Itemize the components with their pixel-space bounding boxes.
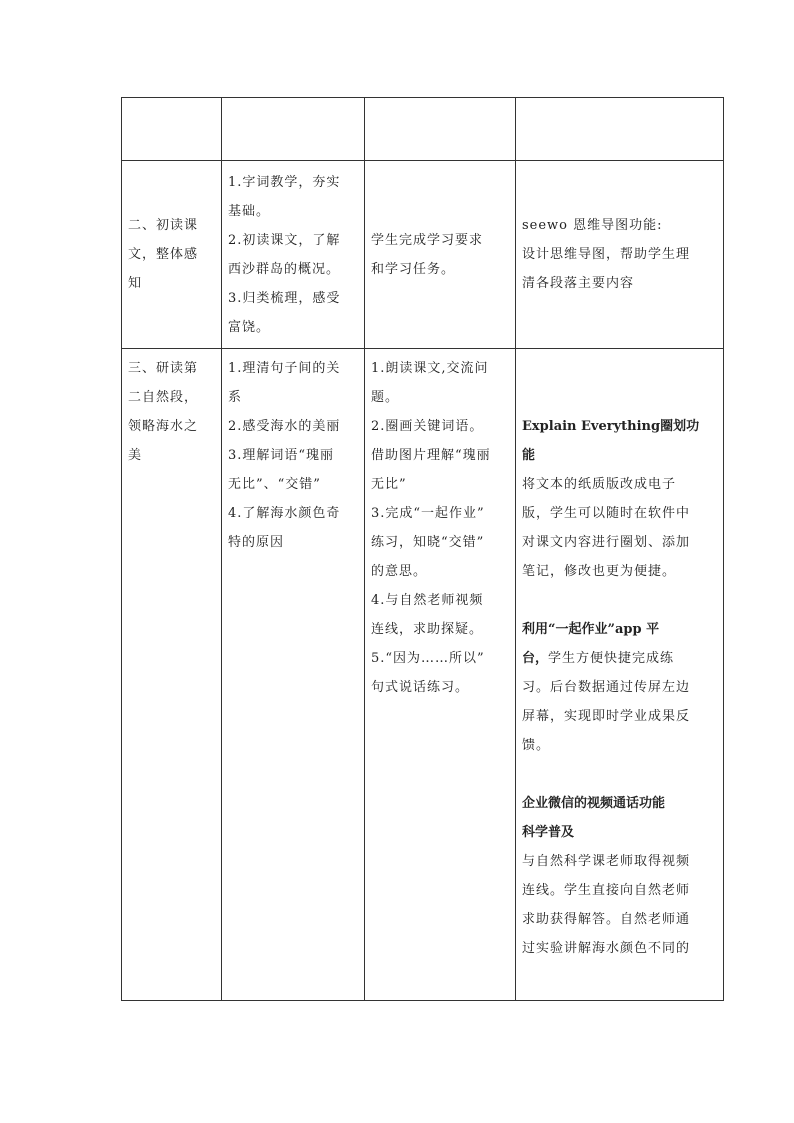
text-line: 题。 <box>371 390 400 405</box>
stage-cell <box>122 161 222 349</box>
text-line: 2.初读课文，了解 <box>228 232 341 248</box>
text-line: 1.字词教学，夯实 <box>228 174 341 190</box>
text-line: 3.归类梳理，感受 <box>228 290 341 306</box>
tech-cell <box>516 349 724 1001</box>
text-line: 设计思维导图，帮助学生理 <box>522 247 691 262</box>
text-line: 句式说话练习。 <box>371 680 470 695</box>
tech-title: 能 <box>522 448 536 463</box>
text-line: 无比”、“交错” <box>228 477 321 492</box>
text-line: 西沙群岛的概况。 <box>228 261 341 277</box>
text-line: 对课文内容进行圈划、添加 <box>522 535 691 550</box>
goals-cell <box>222 161 365 349</box>
tech-cell <box>516 161 724 349</box>
text-line: 基础。 <box>228 203 271 219</box>
text-line: 与自然科学课老师取得视频 <box>522 854 691 869</box>
table-row <box>122 161 724 349</box>
text-line: 知 <box>128 276 143 291</box>
tech-title: 台， <box>522 651 549 666</box>
text-line: 版，学生可以随时在软件中 <box>522 506 691 521</box>
text-line: 1.理清句子间的关 <box>228 361 341 376</box>
text-line: 二自然段， <box>128 390 199 405</box>
text-line: 和学习任务。 <box>371 261 456 277</box>
text-line: 3.完成“一起作业” <box>371 506 485 521</box>
text-line: 习。后台数据通过传屏左边 <box>522 680 691 695</box>
empty-cell <box>222 98 365 161</box>
text-line: 练习，知晓“交错” <box>371 535 485 550</box>
text-line: 4.了解海水颜色奇 <box>228 506 341 521</box>
text-line: 过实验讲解海水颜色不同的 <box>522 941 691 956</box>
text-line: 清各段落主要内容 <box>522 276 635 291</box>
table-row <box>122 349 724 1001</box>
text-line: 美 <box>128 448 143 463</box>
text-line: 将文本的纸质版改成电子 <box>522 477 677 492</box>
text-line: seewo 恩维导图功能: <box>522 218 663 233</box>
tech-title: 企业微信的视频通话功能 <box>522 796 666 811</box>
text-line: 2.圈画关键词语。 <box>371 419 484 434</box>
text-line: 求助获得解答。自然老师通 <box>522 912 691 927</box>
text-line: 连线，求助探疑。 <box>371 622 484 637</box>
empty-cell <box>516 98 724 161</box>
table-row <box>122 98 724 161</box>
text-line: 系 <box>228 390 243 405</box>
text-line: 特的原因 <box>228 535 285 550</box>
text-line: 连线。学生直接向自然老师 <box>522 883 691 898</box>
text-line: 富饶。 <box>228 319 271 335</box>
text-line: 笔记，修改也更为便捷。 <box>522 564 677 579</box>
text-line: 二、初读课 <box>128 218 199 233</box>
text-line: 馈。 <box>522 738 551 753</box>
text-line: 屏幕，实现即时学业成果反 <box>522 709 691 724</box>
text-line: 领略海水之 <box>128 419 199 434</box>
text-line: 1.朗读课文,交流问 <box>371 361 489 376</box>
tech-title: 科学普及 <box>522 825 575 840</box>
empty-cell <box>122 98 222 161</box>
text-line: 5.“因为……所以” <box>371 651 485 666</box>
text-line: 学生完成学习要求 <box>371 232 484 248</box>
stage-cell <box>122 349 222 1001</box>
text-line: 文，整体感 <box>128 247 199 262</box>
tech-title: 利用“一起作业”app 平 <box>522 622 660 637</box>
text-line: 借助图片理解“瑰丽 <box>371 448 491 463</box>
text-line: 3.理解词语“瑰丽 <box>228 448 335 463</box>
text-line: 2.感受海水的美丽 <box>228 419 341 434</box>
text-line: 三、研读第 <box>128 361 199 376</box>
activities-cell <box>365 349 516 1001</box>
goals-cell <box>222 349 365 1001</box>
tech-title: Explain Everything圈划功 <box>522 419 700 434</box>
activities-cell <box>365 161 516 349</box>
text-line: 4.与自然老师视频 <box>371 593 484 608</box>
lesson-plan-table <box>121 97 724 1001</box>
text-line: 的意思。 <box>371 564 428 579</box>
text-line: 无比” <box>371 477 407 492</box>
empty-cell <box>365 98 516 161</box>
text-line: 学生方便快捷完成练 <box>548 651 675 666</box>
